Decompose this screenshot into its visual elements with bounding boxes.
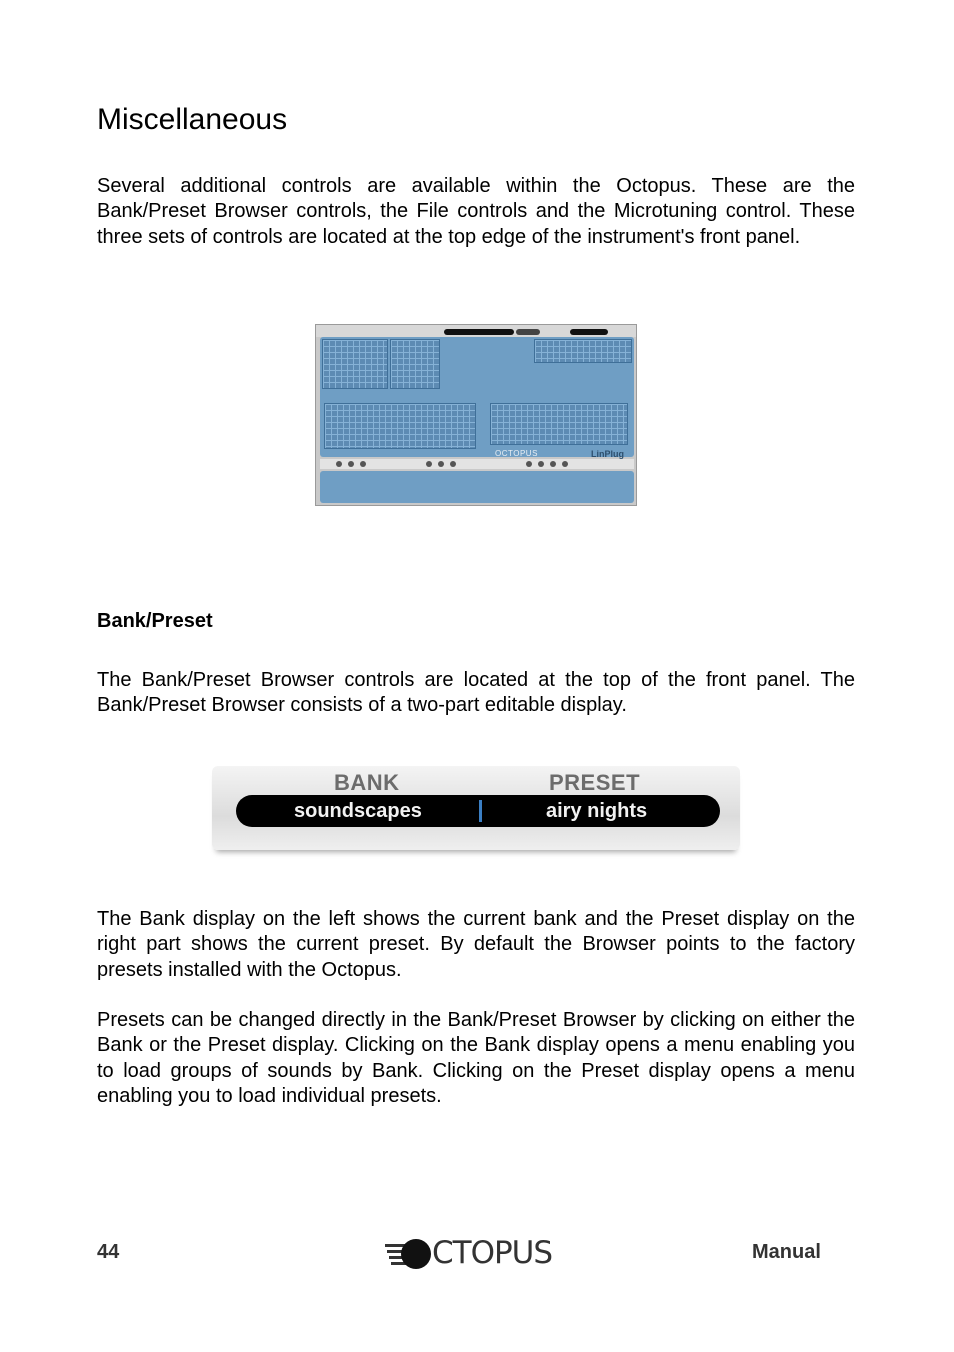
preset-display[interactable]: airy nights	[546, 800, 648, 822]
operator-params	[390, 339, 440, 389]
knob-icon	[550, 461, 556, 467]
bank-preset-mini-display	[444, 329, 514, 335]
knob-icon	[348, 461, 354, 467]
knob-icon	[336, 461, 342, 467]
knob-icon	[526, 461, 532, 467]
bank-label: BANK	[334, 770, 400, 795]
intro-paragraph: Several additional controls are available within the Octopus. These are the Bank/Preset Browser controls, the File controls and the Microtuning control. These three sets of controls are located at the top edge of the instrument's front panel.	[97, 175, 855, 248]
envelope-graph	[324, 403, 476, 449]
section-paragraph: The Bank/Preset Browser controls are located at the top of the front panel. The Bank/Preset Browser consists of a two-part editable display.	[97, 669, 855, 717]
bank-preset-browser	[212, 766, 740, 850]
knob-icon	[360, 461, 366, 467]
control-strip	[320, 459, 634, 469]
change-paragraph: Presets can be changed directly in the Bank/Preset Browser by clicking on either the Bank or the Preset display. Clicking on the Bank display opens a menu enabling you to load groups of sounds by Bank. Clicking on the Preset display opens a menu enabling you to load individual presets.	[97, 1009, 855, 1107]
panel-brand: LinPlug	[591, 449, 624, 459]
manual-label: Manual	[752, 1241, 821, 1263]
operator-matrix	[322, 339, 388, 389]
bank-display[interactable]: soundscapes	[294, 800, 422, 822]
preset-label: PRESET	[549, 770, 641, 795]
spectrum-display	[534, 339, 632, 363]
display-paragraph: The Bank display on the left shows the current bank and the Preset display on the right part shows the current preset. By default the Browser points to the factory presets installed with the Octopus.	[97, 908, 855, 981]
knob-icon	[426, 461, 432, 467]
panel-main-section	[320, 337, 634, 457]
section-title: Bank/Preset	[97, 610, 213, 632]
knob-icon	[450, 461, 456, 467]
knob-icon	[438, 461, 444, 467]
knob-icon	[538, 461, 544, 467]
panel-logo: OCTOPUS	[495, 449, 538, 458]
envelope-matrix	[490, 403, 628, 445]
octopus-front-panel-screenshot	[315, 324, 637, 506]
page-heading: Miscellaneous	[97, 103, 288, 136]
footer-logo-text: CTOPUS	[432, 1235, 553, 1271]
display-separator	[479, 800, 482, 822]
file-controls-mini	[516, 329, 540, 335]
microtuning-mini-display	[570, 329, 608, 335]
panel-lower-section	[320, 471, 634, 503]
page-number: 44	[97, 1241, 120, 1263]
knob-icon	[562, 461, 568, 467]
browser-display	[236, 795, 720, 827]
